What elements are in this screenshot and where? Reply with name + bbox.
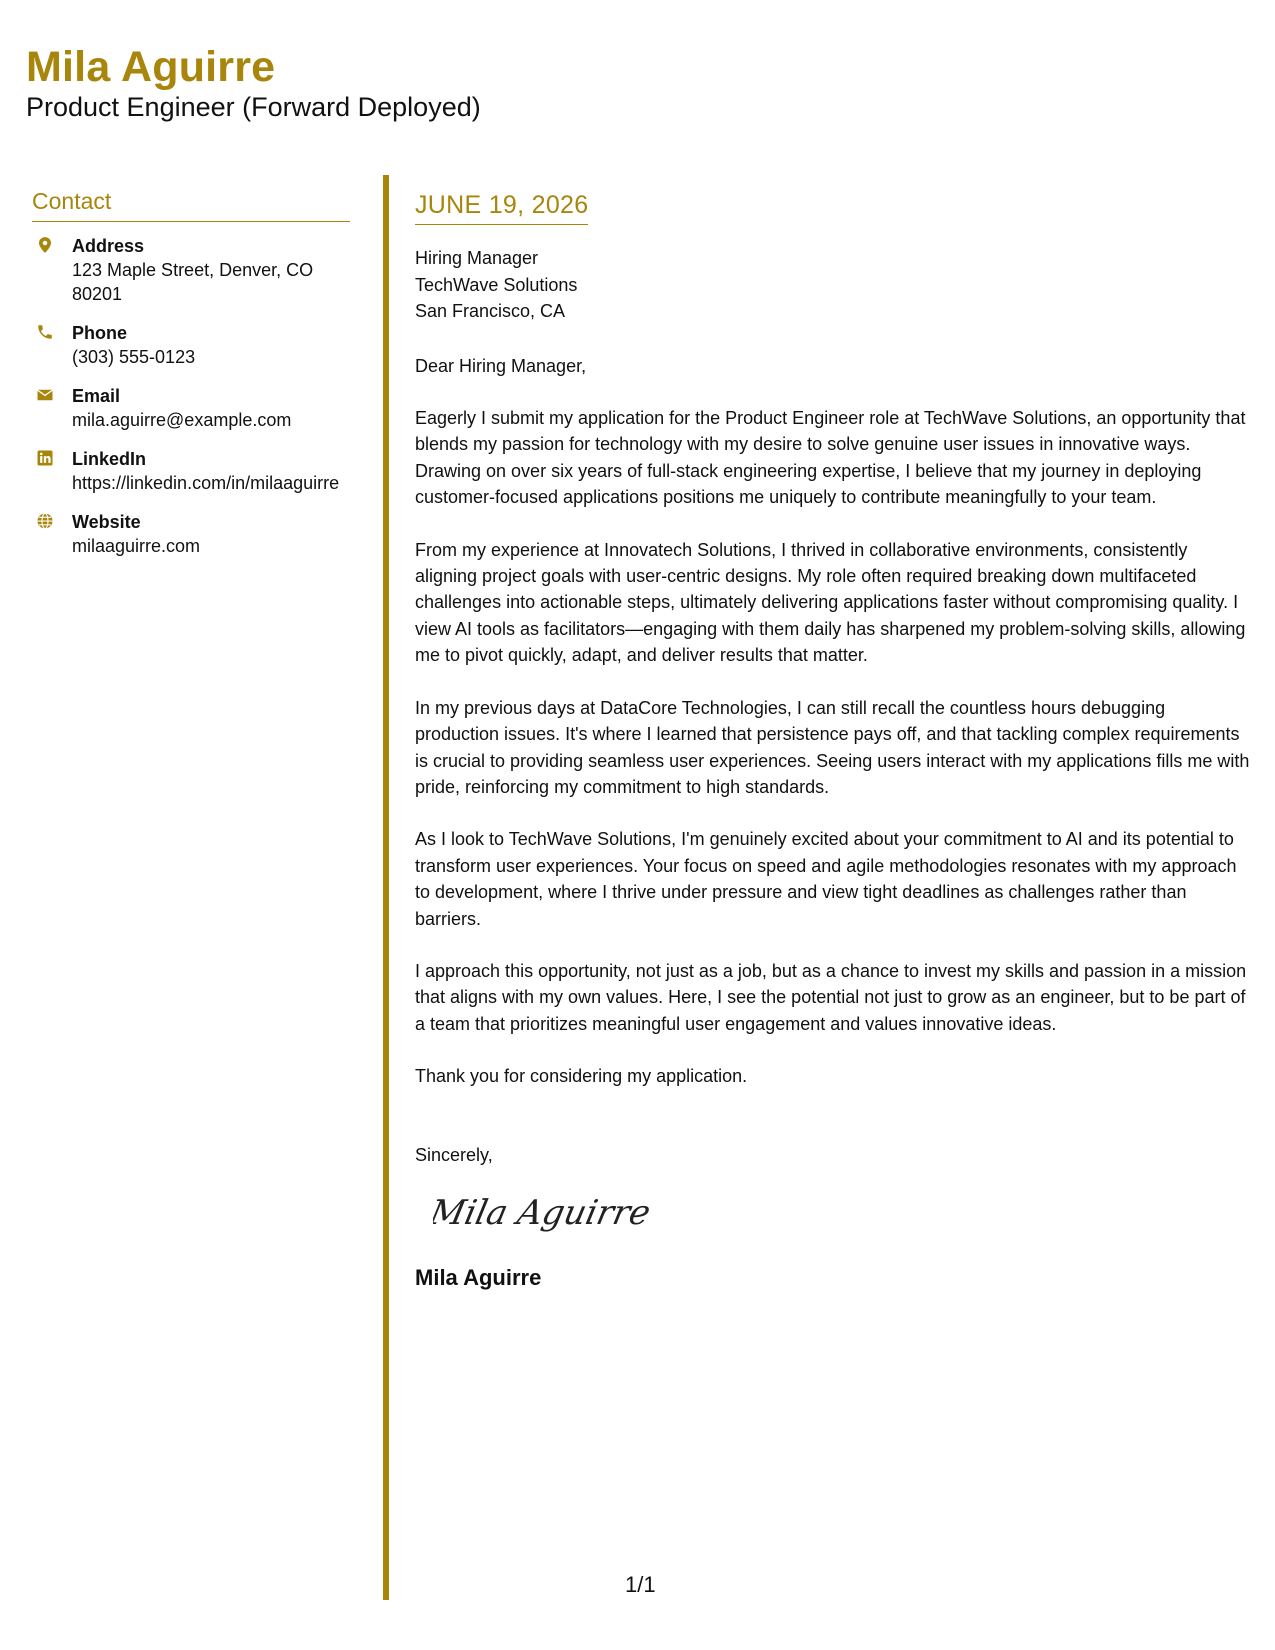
letter-date: JUNE 19, 2026 (415, 191, 589, 219)
closing: Sincerely, (415, 1144, 493, 1165)
recipient-line: TechWave Solutions (415, 274, 578, 295)
contact-item-website (32, 510, 350, 558)
address-label: Address (72, 236, 145, 256)
phone-value[interactable]: (303) 555-0123 (72, 347, 196, 367)
contact-item-address (32, 234, 350, 306)
website-label: Website (72, 512, 141, 532)
letter-paragraph: From my experience at Innovatech Solutions, I thrived in collaborative environments, consistently aligning project goals with user-centric designs. My role often required breaking down multifaceted challenges into actionable steps, ultimately delivering applications faster without compromising quality. I view AI tools as facilitators—engaging with them daily has sharpened my problem-solving skills, allowing me to pivot quickly, adapt, and deliver results that matter. (415, 539, 1246, 666)
phone-icon (36, 323, 54, 341)
recipient-block (415, 245, 1250, 324)
recipient-line: Hiring Manager (415, 248, 539, 269)
letter-paragraph: I approach this opportunity, not just as a job, but as a chance to invest my skills and passion in a mission that aligns with my own values. Here, I see the potential not just to grow as an engineer, but to be part of a team that prioritizes meaningful user engagement and values innovative ideas. (415, 960, 1247, 1034)
signature-text: Mila Aguirre (433, 1193, 654, 1233)
contact-item-phone (32, 321, 350, 369)
contact-section-title: Contact (32, 188, 350, 222)
salutation: Dear Hiring Manager, (415, 355, 587, 376)
letter-paragraph: Thank you for considering my application. (415, 1066, 748, 1087)
globe-icon (36, 512, 54, 530)
handwritten-signature (433, 1182, 673, 1244)
linkedin-icon (36, 449, 54, 467)
website-value[interactable]: milaaguirre.com (72, 536, 201, 556)
email-value[interactable]: mila.aguirre@example.com (72, 410, 292, 430)
job-title: Product Engineer (Forward Deployed) (26, 92, 481, 123)
date-block (415, 192, 588, 225)
map-pin-icon (36, 236, 54, 254)
letter-paragraph: As I look to TechWave Solutions, I'm genuinely excited about your commitment to AI and its potential to transform user experiences. Your focus on speed and agile methodologies resonates with my approach to development, where I thrive under pressure and view tight deadlines as challenges rather than barriers. (415, 829, 1237, 929)
address-value: 123 Maple Street, Denver, CO 80201 (72, 260, 314, 304)
phone-label: Phone (72, 323, 128, 343)
linkedin-label: LinkedIn (72, 449, 147, 469)
email-label: Email (72, 386, 121, 406)
vertical-divider (383, 175, 389, 1600)
letter-paragraph: In my previous days at DataCore Technologies, I can still recall the countless hours debugging production issues. It's where I learned that persistence pays off, and that tackling complex requirements is crucial to providing seamless user experiences. Seeing users interact with my applications fills me with pride, reinforcing my commitment to high standards. (415, 697, 1250, 797)
applicant-name: Mila Aguirre (26, 43, 276, 91)
contact-item-linkedin (32, 447, 350, 495)
header (26, 44, 481, 124)
letter-paragraph: Eagerly I submit my application for the Product Engineer role at TechWave Solutions, an opportunity that blends my passion for technology with my desire to solve genuine user issues in innovative ways. Drawing on over six years of full-stack engineering expertise, I believe that my journey in deploying customer-focused applications positions me uniquely to contribute meaningfully to your team. (415, 408, 1246, 508)
recipient-line: San Francisco, CA (415, 301, 566, 322)
page-number: 1/1 (625, 1572, 656, 1597)
contact-item-email (32, 384, 350, 432)
signed-name: Mila Aguirre (415, 1265, 542, 1291)
linkedin-value[interactable]: https://linkedin.com/in/milaaguirre (72, 473, 340, 493)
letter-body (415, 192, 1250, 1292)
envelope-icon (36, 386, 54, 404)
contact-sidebar (32, 188, 350, 573)
